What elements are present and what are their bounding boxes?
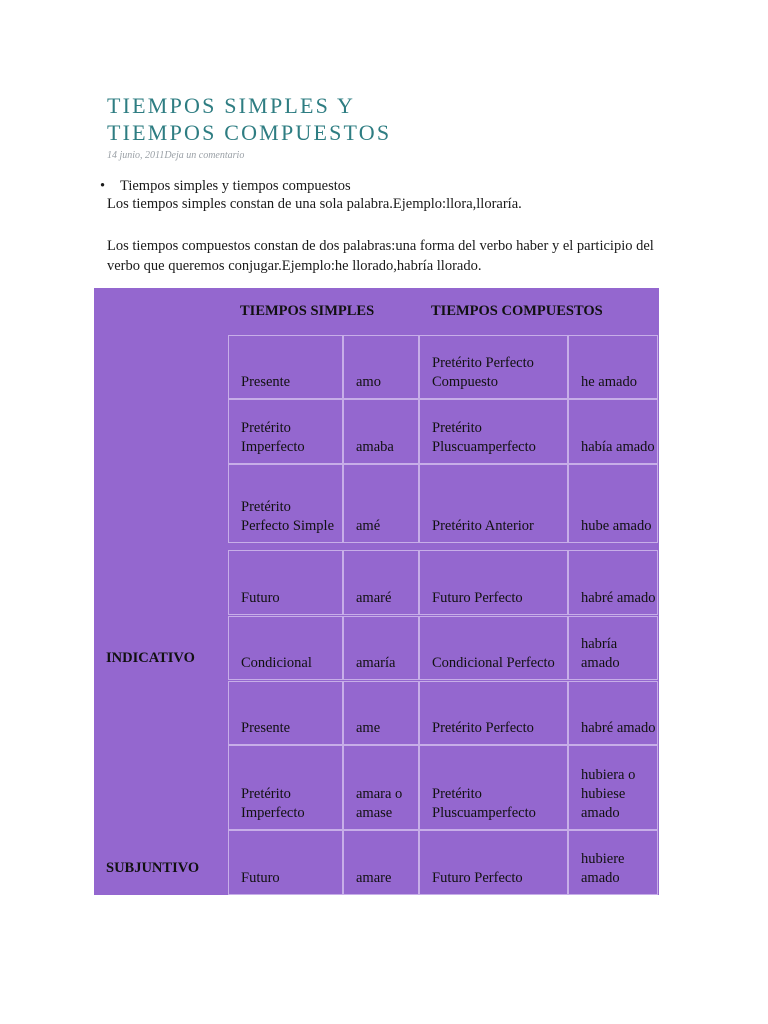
table-cell-simple-form: amé <box>343 464 419 543</box>
table-cell-compound-form: hubiere amado <box>568 830 658 895</box>
table-cell-compound-name: Futuro Perfecto <box>419 550 568 615</box>
table-cell-simple-form: amo <box>343 335 419 399</box>
table-cell-simple-name: Futuro <box>228 830 343 895</box>
post-title-line-2: TIEMPOS COMPUESTOS <box>107 120 392 145</box>
table-cell-simple-form: amaré <box>343 550 419 615</box>
table-cell-compound-form: habré amado <box>568 550 658 615</box>
table-cell-simple-form: ame <box>343 681 419 745</box>
paragraph-simple-tenses: Los tiempos simples constan de una sola palabra.Ejemplo:llora,lloraría. <box>107 196 522 212</box>
table-cell-compound-name: Pretérito Pluscuamperfecto <box>419 399 568 464</box>
table-cell-simple-name: Presente <box>228 681 343 745</box>
table-cell-simple-form: amare <box>343 830 419 895</box>
table-cell-simple-name: Pretérito Perfecto Simple <box>228 464 343 543</box>
mood-subjuntivo: SUBJUNTIVO <box>106 860 200 876</box>
mood-indicativo: INDICATIVO <box>106 650 195 666</box>
leave-comment-link[interactable]: Deja un comentario <box>164 150 245 161</box>
table-cell-simple-name: Condicional <box>228 616 343 680</box>
bullet-item <box>100 177 351 195</box>
table-cell-compound-name: Pretérito Perfecto Compuesto <box>419 335 568 399</box>
post-title[interactable] <box>107 92 391 146</box>
table-cell-simple-name: Futuro <box>228 550 343 615</box>
table-cell-simple-form: amara o amase <box>343 745 419 830</box>
table-cell-compound-form: habré amado <box>568 681 658 745</box>
table-cell-simple-form: amaba <box>343 399 419 464</box>
table-cell-compound-form: hube amado <box>568 464 658 543</box>
table-cell-compound-form: he amado <box>568 335 658 399</box>
table-cell-compound-form: había amado <box>568 399 658 464</box>
bullet-text: Tiempos simples y tiempos compuestos <box>120 178 351 194</box>
table-cell-simple-name: Presente <box>228 335 343 399</box>
table-cell-compound-name: Futuro Perfecto <box>419 830 568 895</box>
header-compound-tenses: TIEMPOS COMPUESTOS <box>431 302 603 319</box>
post-date-link[interactable]: 14 junio, 2011 <box>107 150 165 161</box>
table-cell-compound-form: habría amado <box>568 616 658 680</box>
table-cell-compound-name: Pretérito Perfecto <box>419 681 568 745</box>
table-cell-compound-name: Pretérito Anterior <box>419 464 568 543</box>
table-cell-simple-name: Pretérito Imperfecto <box>228 745 343 830</box>
conjugation-table <box>94 288 659 895</box>
header-simple-tenses: TIEMPOS SIMPLES <box>240 302 375 319</box>
bullet-icon: • <box>100 178 106 194</box>
post-title-line-1: TIEMPOS SIMPLES Y <box>107 93 356 118</box>
table-cell-simple-form: amaría <box>343 616 419 680</box>
table-cell-compound-name: Condicional Perfecto <box>419 616 568 680</box>
table-cell-compound-name: Pretérito Pluscuamperfecto <box>419 745 568 830</box>
paragraph-compound-tenses: Los tiempos compuestos constan de dos palabras:una forma del verbo haber y el participio del verbo que queremos conjugar.Ejemplo:he llorado,habría llorado. <box>107 238 654 274</box>
post-meta <box>107 150 244 161</box>
table-cell-simple-name: Pretérito Imperfecto <box>228 399 343 464</box>
table-cell-compound-form: hubiera o hubiese amado <box>568 745 658 830</box>
